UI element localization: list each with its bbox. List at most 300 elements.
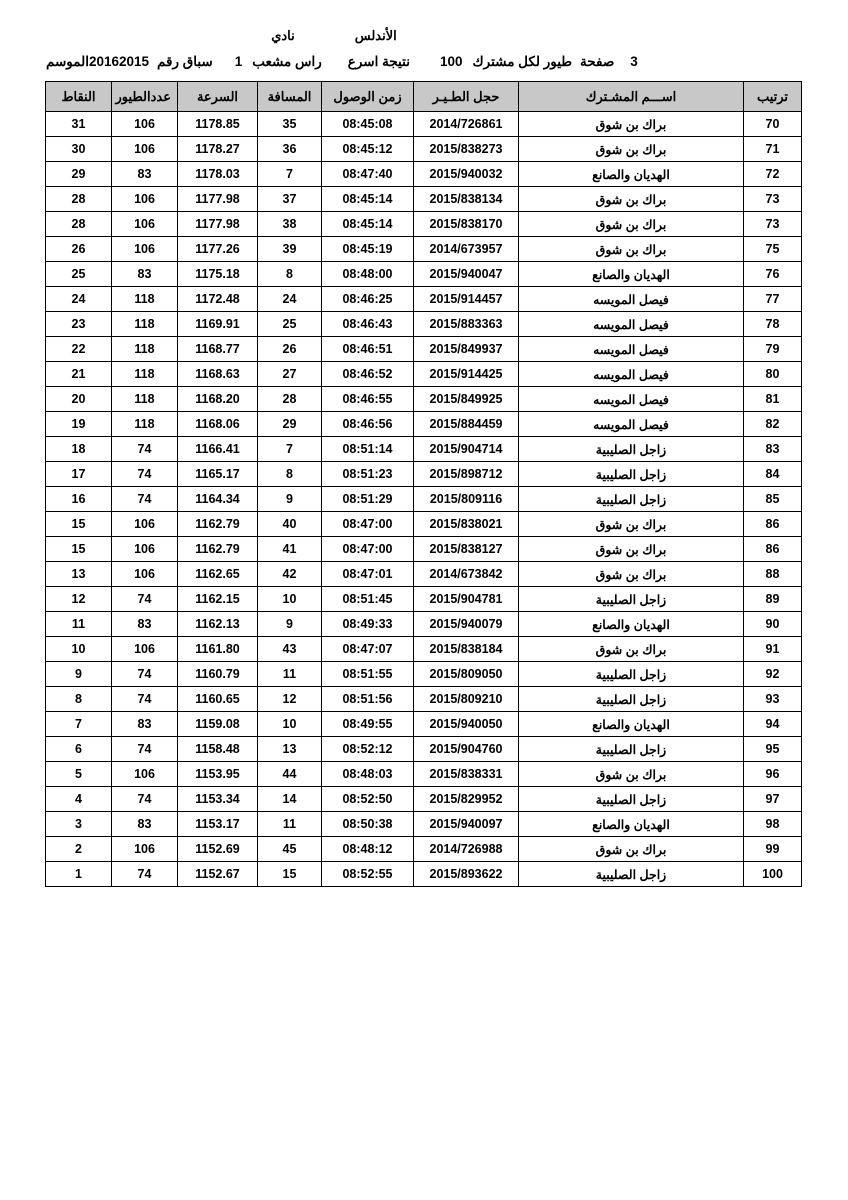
cell-ring: 2015/940097 [414,812,519,837]
cell-ring: 2015/838184 [414,637,519,662]
cell-points: 31 [46,112,112,137]
cell-time: 08:50:38 [322,812,414,837]
cell-speed: 1161.80 [178,637,258,662]
season-value: 20162015 [88,54,150,69]
cell-ring: 2015/940079 [414,612,519,637]
cell-rank: 76 [744,262,802,287]
cell-time: 08:48:03 [322,762,414,787]
cell-distance: 40 [258,512,322,537]
cell-distance: 8 [258,262,322,287]
cell-time: 08:46:52 [322,362,414,387]
cell-ring: 2015/940050 [414,712,519,737]
cell-name: براك بن شوق [519,837,744,862]
table-row [46,487,802,512]
cell-time: 08:45:14 [322,212,414,237]
cell-ring: 2015/893622 [414,862,519,887]
cell-distance: 15 [258,862,322,887]
column-header-time: زمن الوصول [322,82,414,112]
cell-birds: 106 [112,837,178,862]
cell-points: 10 [46,637,112,662]
cell-birds: 83 [112,812,178,837]
cell-name: براك بن شوق [519,537,744,562]
cell-speed: 1159.08 [178,712,258,737]
cell-speed: 1175.18 [178,262,258,287]
cell-speed: 1160.65 [178,687,258,712]
cell-points: 18 [46,437,112,462]
cell-rank: 82 [744,412,802,437]
page-label: صفحة [580,54,615,69]
cell-ring: 2015/809210 [414,687,519,712]
cell-ring: 2015/904781 [414,587,519,612]
cell-time: 08:52:55 [322,862,414,887]
table-row [46,737,802,762]
cell-speed: 1152.69 [178,837,258,862]
cell-time: 08:51:55 [322,662,414,687]
cell-speed: 1162.79 [178,512,258,537]
cell-speed: 1168.63 [178,362,258,387]
cell-distance: 14 [258,787,322,812]
cell-distance: 9 [258,487,322,512]
cell-rank: 70 [744,112,802,137]
cell-birds: 83 [112,262,178,287]
cell-name: براك بن شوق [519,112,744,137]
cell-time: 08:48:00 [322,262,414,287]
cell-points: 8 [46,687,112,712]
cell-rank: 83 [744,437,802,462]
table-row [46,837,802,862]
cell-name: فيصل المويسه [519,312,744,337]
cell-speed: 1164.34 [178,487,258,512]
cell-points: 26 [46,237,112,262]
cell-name: فيصل المويسه [519,287,744,312]
cell-distance: 13 [258,737,322,762]
cell-birds: 74 [112,787,178,812]
cell-points: 7 [46,712,112,737]
table-row [46,387,802,412]
table-header-row [46,82,802,112]
cell-rank: 91 [744,637,802,662]
cell-ring: 2015/849937 [414,337,519,362]
cell-ring: 2015/940032 [414,162,519,187]
cell-speed: 1168.77 [178,337,258,362]
cell-rank: 75 [744,237,802,262]
cell-points: 20 [46,387,112,412]
table-row [46,812,802,837]
cell-name: براك بن شوق [519,237,744,262]
cell-rank: 95 [744,737,802,762]
cell-rank: 94 [744,712,802,737]
cell-time: 08:46:25 [322,287,414,312]
cell-distance: 24 [258,287,322,312]
cell-rank: 84 [744,462,802,487]
cell-speed: 1153.34 [178,787,258,812]
cell-birds: 74 [112,737,178,762]
table-row [46,137,802,162]
cell-ring: 2015/904714 [414,437,519,462]
cell-points: 17 [46,462,112,487]
table-row [46,612,802,637]
cell-points: 3 [46,812,112,837]
table-row [46,462,802,487]
cell-rank: 88 [744,562,802,587]
cell-ring: 2014/673842 [414,562,519,587]
cell-distance: 36 [258,137,322,162]
cell-ring: 2014/726861 [414,112,519,137]
release-point: راس مشعب [252,54,322,69]
cell-birds: 74 [112,587,178,612]
cell-name: فيصل المويسه [519,412,744,437]
cell-birds: 74 [112,437,178,462]
cell-speed: 1169.91 [178,312,258,337]
cell-points: 2 [46,837,112,862]
table-row [46,862,802,887]
cell-speed: 1178.27 [178,137,258,162]
cell-birds: 74 [112,487,178,512]
cell-points: 6 [46,737,112,762]
cell-time: 08:51:29 [322,487,414,512]
club-label: نادي [271,28,295,43]
club-header [46,28,802,44]
cell-time: 08:47:00 [322,537,414,562]
results-table [45,81,802,887]
cell-birds: 74 [112,862,178,887]
cell-time: 08:46:51 [322,337,414,362]
cell-rank: 97 [744,787,802,812]
cell-rank: 86 [744,537,802,562]
cell-speed: 1160.79 [178,662,258,687]
cell-speed: 1162.13 [178,612,258,637]
cell-name: الهديان والصانع [519,612,744,637]
cell-name: الهديان والصانع [519,162,744,187]
cell-name: براك بن شوق [519,137,744,162]
cell-ring: 2015/884459 [414,412,519,437]
cell-ring: 2015/829952 [414,787,519,812]
cell-points: 30 [46,137,112,162]
cell-name: براك بن شوق [519,512,744,537]
cell-rank: 89 [744,587,802,612]
cell-points: 28 [46,187,112,212]
cell-ring: 2015/838127 [414,537,519,562]
cell-name: فيصل المويسه [519,337,744,362]
cell-ring: 2015/838273 [414,137,519,162]
cell-ring: 2014/673957 [414,237,519,262]
cell-speed: 1166.41 [178,437,258,462]
cell-birds: 118 [112,337,178,362]
cell-name: زاجل الصليبية [519,787,744,812]
cell-points: 13 [46,562,112,587]
cell-distance: 7 [258,437,322,462]
table-row [46,112,802,137]
cell-birds: 106 [112,637,178,662]
cell-birds: 83 [112,712,178,737]
cell-time: 08:46:56 [322,412,414,437]
cell-time: 08:51:45 [322,587,414,612]
table-row [46,587,802,612]
cell-time: 08:45:08 [322,112,414,137]
cell-name: زاجل الصليبية [519,462,744,487]
cell-distance: 8 [258,462,322,487]
cell-birds: 106 [112,137,178,162]
table-row [46,312,802,337]
cell-speed: 1153.95 [178,762,258,787]
cell-speed: 1162.65 [178,562,258,587]
fastest-text: طيور لكل مشترك [472,54,573,69]
cell-rank: 77 [744,287,802,312]
cell-time: 08:51:23 [322,462,414,487]
cell-rank: 73 [744,187,802,212]
cell-rank: 80 [744,362,802,387]
cell-birds: 106 [112,187,178,212]
cell-points: 24 [46,287,112,312]
cell-distance: 44 [258,762,322,787]
cell-speed: 1178.85 [178,112,258,137]
cell-time: 08:48:12 [322,837,414,862]
cell-birds: 74 [112,662,178,687]
cell-birds: 118 [112,362,178,387]
table-row [46,437,802,462]
cell-birds: 106 [112,112,178,137]
column-header-dist: المسافة [258,82,322,112]
cell-time: 08:47:01 [322,562,414,587]
cell-time: 08:49:33 [322,612,414,637]
cell-speed: 1153.17 [178,812,258,837]
column-header-name: اســـم المشـترك [519,82,744,112]
table-row [46,762,802,787]
cell-rank: 72 [744,162,802,187]
cell-ring: 2015/914457 [414,287,519,312]
cell-points: 22 [46,337,112,362]
cell-speed: 1152.67 [178,862,258,887]
column-header-points: النقاط [46,82,112,112]
cell-time: 08:52:12 [322,737,414,762]
cell-rank: 81 [744,387,802,412]
cell-distance: 45 [258,837,322,862]
cell-rank: 90 [744,612,802,637]
cell-rank: 73 [744,212,802,237]
cell-birds: 74 [112,687,178,712]
cell-name: براك بن شوق [519,637,744,662]
cell-rank: 85 [744,487,802,512]
cell-distance: 29 [258,412,322,437]
cell-name: زاجل الصليبية [519,437,744,462]
cell-time: 08:46:43 [322,312,414,337]
cell-rank: 78 [744,312,802,337]
table-row [46,362,802,387]
cell-time: 08:51:14 [322,437,414,462]
table-row [46,537,802,562]
cell-ring: 2015/809116 [414,487,519,512]
cell-speed: 1158.48 [178,737,258,762]
cell-name: زاجل الصليبية [519,487,744,512]
cell-time: 08:47:07 [322,637,414,662]
cell-distance: 28 [258,387,322,412]
cell-speed: 1178.03 [178,162,258,187]
column-header-rank: ترتيب [744,82,802,112]
cell-distance: 27 [258,362,322,387]
table-row [46,412,802,437]
cell-distance: 43 [258,637,322,662]
cell-birds: 118 [112,387,178,412]
cell-rank: 99 [744,837,802,862]
cell-name: الهديان والصانع [519,812,744,837]
cell-rank: 98 [744,812,802,837]
column-header-ring: حجل الطـيـر [414,82,519,112]
cell-distance: 10 [258,712,322,737]
cell-ring: 2015/940047 [414,262,519,287]
cell-points: 29 [46,162,112,187]
cell-ring: 2015/838021 [414,512,519,537]
cell-time: 08:45:14 [322,187,414,212]
page-number: 3 [630,54,638,69]
cell-ring: 2015/838331 [414,762,519,787]
cell-distance: 35 [258,112,322,137]
cell-birds: 118 [112,312,178,337]
cell-distance: 9 [258,612,322,637]
cell-name: زاجل الصليبية [519,687,744,712]
club-name: الأندلس [354,28,397,43]
cell-speed: 1165.17 [178,462,258,487]
season-label: الموسم [46,54,89,69]
cell-ring: 2015/914425 [414,362,519,387]
cell-points: 4 [46,787,112,812]
fastest-label: نتيجة اسرع [347,54,410,69]
cell-time: 08:51:56 [322,687,414,712]
table-row [46,212,802,237]
cell-name: زاجل الصليبية [519,662,744,687]
cell-birds: 83 [112,612,178,637]
race-number: 1 [234,54,243,69]
cell-rank: 93 [744,687,802,712]
cell-points: 19 [46,412,112,437]
race-meta-header [46,54,802,70]
table-row [46,337,802,362]
cell-name: براك بن شوق [519,562,744,587]
cell-time: 08:47:00 [322,512,414,537]
table-row [46,287,802,312]
cell-speed: 1168.20 [178,387,258,412]
cell-name: براك بن شوق [519,212,744,237]
cell-name: زاجل الصليبية [519,737,744,762]
cell-time: 08:46:55 [322,387,414,412]
cell-speed: 1168.06 [178,412,258,437]
cell-points: 9 [46,662,112,687]
cell-points: 25 [46,262,112,287]
cell-birds: 106 [112,762,178,787]
cell-distance: 10 [258,587,322,612]
cell-ring: 2015/838134 [414,187,519,212]
cell-speed: 1177.98 [178,212,258,237]
cell-name: زاجل الصليبية [519,862,744,887]
cell-points: 1 [46,862,112,887]
table-row [46,512,802,537]
cell-points: 12 [46,587,112,612]
cell-rank: 86 [744,512,802,537]
cell-points: 15 [46,537,112,562]
cell-birds: 106 [112,562,178,587]
cell-speed: 1177.26 [178,237,258,262]
cell-distance: 7 [258,162,322,187]
cell-ring: 2015/898712 [414,462,519,487]
cell-points: 28 [46,212,112,237]
cell-distance: 11 [258,662,322,687]
cell-distance: 11 [258,812,322,837]
cell-birds: 106 [112,512,178,537]
table-row [46,687,802,712]
cell-name: زاجل الصليبية [519,587,744,612]
cell-points: 5 [46,762,112,787]
table-row [46,787,802,812]
cell-name: الهديان والصانع [519,712,744,737]
fastest-value: 100 [439,54,463,69]
cell-birds: 106 [112,212,178,237]
column-header-birds: عددالطيور [112,82,178,112]
cell-rank: 96 [744,762,802,787]
race-label: سباق رقم [157,54,213,69]
table-row [46,662,802,687]
cell-ring: 2015/849925 [414,387,519,412]
cell-distance: 39 [258,237,322,262]
cell-speed: 1177.98 [178,187,258,212]
cell-birds: 83 [112,162,178,187]
cell-ring: 2014/726988 [414,837,519,862]
cell-points: 23 [46,312,112,337]
cell-rank: 79 [744,337,802,362]
cell-birds: 106 [112,537,178,562]
cell-time: 08:45:19 [322,237,414,262]
cell-rank: 100 [744,862,802,887]
table-row [46,562,802,587]
table-row [46,237,802,262]
cell-distance: 26 [258,337,322,362]
cell-birds: 106 [112,237,178,262]
table-row [46,162,802,187]
cell-points: 11 [46,612,112,637]
cell-rank: 92 [744,662,802,687]
cell-time: 08:47:40 [322,162,414,187]
cell-birds: 74 [112,462,178,487]
table-row [46,712,802,737]
cell-ring: 2015/883363 [414,312,519,337]
cell-distance: 25 [258,312,322,337]
cell-ring: 2015/904760 [414,737,519,762]
cell-distance: 37 [258,187,322,212]
cell-time: 08:52:50 [322,787,414,812]
cell-name: الهديان والصانع [519,262,744,287]
cell-rank: 71 [744,137,802,162]
table-row [46,262,802,287]
cell-ring: 2015/809050 [414,662,519,687]
table-row [46,637,802,662]
cell-points: 21 [46,362,112,387]
cell-points: 15 [46,512,112,537]
cell-distance: 41 [258,537,322,562]
results-table-body [46,112,802,887]
cell-time: 08:49:55 [322,712,414,737]
cell-speed: 1162.79 [178,537,258,562]
cell-distance: 38 [258,212,322,237]
cell-distance: 42 [258,562,322,587]
cell-speed: 1162.15 [178,587,258,612]
cell-distance: 12 [258,687,322,712]
cell-birds: 118 [112,412,178,437]
table-row [46,187,802,212]
cell-ring: 2015/838170 [414,212,519,237]
cell-points: 16 [46,487,112,512]
cell-time: 08:45:12 [322,137,414,162]
cell-name: فيصل المويسه [519,387,744,412]
cell-birds: 118 [112,287,178,312]
cell-speed: 1172.48 [178,287,258,312]
